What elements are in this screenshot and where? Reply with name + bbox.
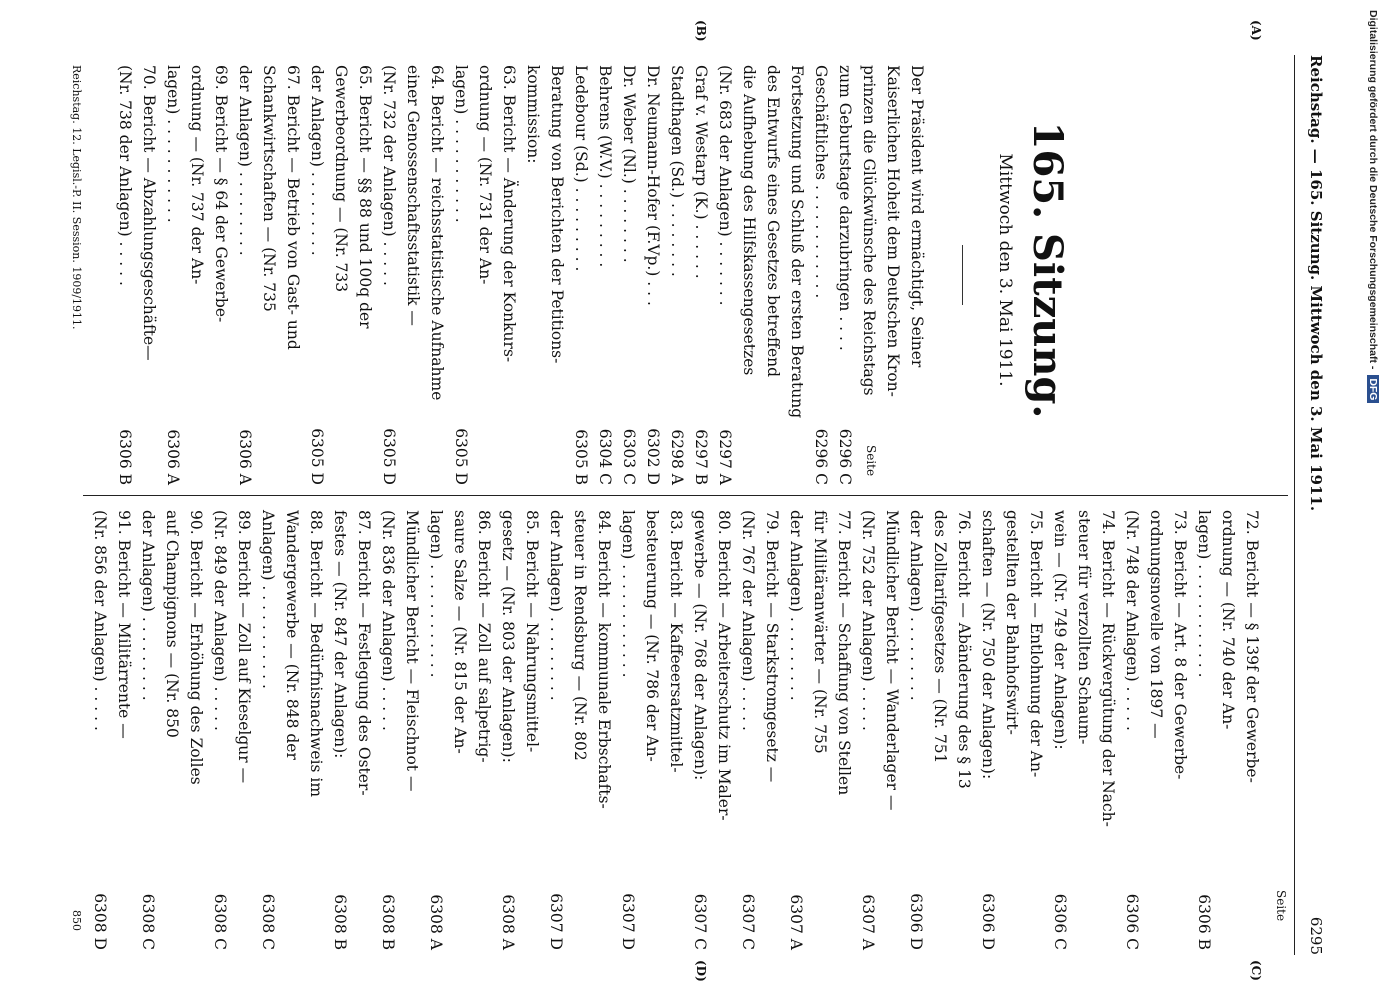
toc-entry-text: 91. Bericht — Militärrente — bbox=[115, 510, 133, 739]
toc-entry-text: wein — (Nr. 749 der Anlagen): bbox=[1051, 510, 1069, 750]
toc-entry-text: ordnung — (Nr. 731 der An- bbox=[476, 65, 494, 285]
toc-entry-page: 6302 D bbox=[644, 428, 662, 485]
toc-entry bbox=[113, 65, 137, 485]
toc-entry-text: 84. Bericht — kommunale Erbschafts- bbox=[595, 510, 613, 809]
toc-entry-text: steuer in Rendsburg — (Nr. 802 bbox=[571, 510, 589, 761]
toc-entry-text: 83. Bericht — Kaffeeersatzmittel- bbox=[667, 510, 685, 773]
toc-entry-text: steuer für verzollten Schaum- bbox=[1075, 510, 1093, 745]
toc-entry bbox=[617, 65, 641, 485]
toc-entry bbox=[160, 510, 184, 950]
toc-entry-text: ordnung — (Nr. 740 der An- bbox=[1219, 510, 1237, 730]
toc-entry bbox=[665, 65, 689, 485]
toc-entry-text: Mündlicher Bericht — Fleischnot — bbox=[403, 510, 421, 792]
toc-entry bbox=[1072, 510, 1096, 950]
toc-entry bbox=[664, 510, 688, 950]
toc-entry bbox=[1000, 510, 1024, 950]
toc-entry bbox=[208, 510, 232, 950]
toc-entry-text: (Nr. 836 der Anlagen) . . . . . bbox=[379, 510, 397, 731]
toc-entry bbox=[353, 65, 377, 485]
toc-entry bbox=[473, 65, 497, 485]
toc-entry bbox=[136, 510, 160, 950]
toc-entry bbox=[929, 65, 953, 485]
dfg-notice-strip bbox=[1353, 10, 1381, 990]
toc-entry bbox=[1192, 510, 1216, 950]
toc-entry bbox=[544, 510, 568, 950]
toc-entry-text: auf Champignons — (Nr. 850 bbox=[163, 510, 181, 738]
toc-entry bbox=[329, 65, 353, 485]
toc-entry-text: ordnungsnovelle von 1897 — bbox=[1147, 510, 1165, 739]
toc-entry-text: kommission: bbox=[524, 65, 542, 164]
toc-entry bbox=[712, 510, 736, 950]
toc-entry bbox=[856, 510, 880, 950]
toc-entry bbox=[785, 65, 809, 485]
toc-entry-text: Dr. Weber (Nl.) . . . . . . . . bbox=[620, 65, 638, 263]
toc-entry bbox=[568, 510, 592, 950]
toc-entry bbox=[904, 510, 928, 950]
toc-entry bbox=[425, 65, 449, 485]
toc-entry-text: (Nr. 849 der Anlagen) . . . . . bbox=[211, 510, 229, 731]
toc-entry-text: 67. Bericht — Betrieb von Gast- und bbox=[284, 65, 302, 350]
toc-entry bbox=[209, 65, 233, 485]
toc-entry-page: 6306 A bbox=[164, 429, 182, 485]
toc-entry-page: 6308 B bbox=[331, 894, 349, 950]
toc-entry-text: Mündlicher Bericht — Wanderlager — bbox=[883, 510, 901, 811]
toc-entry bbox=[1240, 510, 1264, 950]
toc-entry-text: 85. Bericht — Nahrungsmittel- bbox=[523, 510, 541, 753]
toc-entry-text: 90. Bericht — Erhöhung des Zolles bbox=[187, 510, 205, 785]
toc-entry-page: 6304 C bbox=[596, 428, 614, 485]
toc-entry-text: einer Genossenschaftsstatistik — bbox=[404, 65, 422, 326]
toc-entry bbox=[593, 65, 617, 485]
toc-entry-text: für Militäranwärter — (Nr. 755 bbox=[811, 510, 829, 754]
toc-entry-text: (Nr. 683 der Anlagen) . . . . . . . bbox=[716, 65, 734, 306]
toc-entry-page: 6308 B bbox=[379, 894, 397, 950]
toc-entry bbox=[784, 510, 808, 950]
toc-entry-text: gesetz — (Nr. 803 der Anlagen): bbox=[499, 510, 517, 763]
toc-entry-text: 86. Bericht — Zoll auf salpetrig- bbox=[475, 510, 493, 763]
toc-entry-page: 6307 C bbox=[739, 893, 757, 950]
toc-entry bbox=[424, 510, 448, 950]
toc-entry bbox=[808, 510, 832, 950]
toc-entry bbox=[976, 510, 1000, 950]
toc-entry-page: 6297 B bbox=[692, 429, 710, 485]
toc-entry-text: 63. Bericht — Änderung der Konkurs- bbox=[500, 65, 518, 363]
toc-entry bbox=[88, 510, 112, 950]
header-rule bbox=[1294, 55, 1295, 955]
toc-entry-text: saure Salze — (Nr. 815 der An- bbox=[451, 510, 469, 754]
toc-entry bbox=[1264, 510, 1288, 950]
toc-entry-text: 69. Bericht — § 64 der Gewerbe- bbox=[212, 65, 230, 323]
toc-entry-page: 6305 B bbox=[572, 429, 590, 485]
toc-entry-text: festes — (Nr. 847 der Anlagen): bbox=[331, 510, 349, 759]
dfg-logo: DFG bbox=[1367, 375, 1379, 403]
toc-entry bbox=[449, 65, 473, 485]
toc-entry bbox=[592, 510, 616, 950]
toc-entry bbox=[641, 65, 665, 485]
toc-entry-page: 6307 A bbox=[859, 894, 877, 950]
toc-entry bbox=[376, 510, 400, 950]
toc-entry-page: 6306 B bbox=[1195, 894, 1213, 950]
footer-signature: 850 bbox=[70, 910, 83, 931]
toc-entry-text: Beratung von Berichten der Petitions- bbox=[548, 65, 566, 364]
toc-entry-text: Stadthagen (Sd.) . . . . . . . . bbox=[668, 65, 686, 277]
toc-entry bbox=[905, 65, 929, 485]
toc-entry-text: (Nr. 738 der Anlagen) . . . . . bbox=[116, 65, 134, 286]
toc-entry-page: 6308 A bbox=[427, 894, 445, 950]
toc-entry-text: Wandergewerbe — (Nr. 848 der bbox=[283, 510, 301, 760]
contents-left-column bbox=[113, 65, 953, 485]
toc-entry-text: 87. Bericht — Festlegung des Oster- bbox=[355, 510, 373, 796]
toc-entry-text: lagen) . . . . . . . . . . . . bbox=[619, 510, 637, 678]
toc-entry bbox=[761, 65, 785, 485]
toc-entry bbox=[1144, 510, 1168, 950]
toc-entry-text: der Anlagen) . . . . . . . . . bbox=[308, 65, 326, 256]
toc-entry-text: schaften — (Nr. 750 der Anlagen): bbox=[979, 510, 997, 780]
toc-entry-text: lagen) . . . . . . . . . . . . bbox=[427, 510, 445, 678]
toc-entry bbox=[352, 510, 376, 950]
toc-entry-page: 6307 C bbox=[691, 893, 709, 950]
toc-entry-text: 65. Bericht — §§ 88 und 100q der bbox=[356, 65, 374, 329]
toc-entry-page: 6298 A bbox=[668, 429, 686, 485]
toc-entry bbox=[497, 65, 521, 485]
toc-entry-text: Kaiserlichen Hoheit dem Deutschen Kron- bbox=[884, 65, 902, 397]
toc-entry bbox=[256, 510, 280, 950]
toc-entry-text: Ledebour (Sd.) . . . . . . . . . bbox=[572, 65, 590, 272]
footer-note: Reichstag. 12. Legisl.-P. II. Session. 1909/1911. bbox=[70, 65, 83, 330]
toc-entry-text: der Anlagen) . . . . . . . . . bbox=[139, 510, 157, 701]
toc-entry bbox=[688, 510, 712, 950]
toc-entry bbox=[472, 510, 496, 950]
toc-entry bbox=[713, 65, 737, 485]
toc-entry-text: Fortsetzung und Schluß der ersten Beratung bbox=[788, 65, 806, 419]
toc-entry bbox=[736, 510, 760, 950]
toc-entry bbox=[377, 65, 401, 485]
toc-entry bbox=[232, 510, 256, 950]
toc-entry-page: 6296 C bbox=[836, 428, 854, 485]
toc-entry bbox=[832, 510, 856, 950]
toc-entry-page: 6308 C bbox=[139, 893, 157, 950]
toc-entry bbox=[185, 65, 209, 485]
toc-entry-text: gewerbe — (Nr. 768 der Anlagen): bbox=[691, 510, 709, 781]
toc-entry-text: (Nr. 732 der Anlagen) . . . . . bbox=[380, 65, 398, 286]
toc-entry-page: 6306 B bbox=[116, 429, 134, 485]
margin-mark-d: (D) bbox=[694, 960, 708, 982]
toc-entry-text: des Entwurfs eines Gesetzes betreffend bbox=[764, 65, 782, 378]
toc-entry-text: zum Geburtstage darzubringen . . . . bbox=[836, 65, 854, 351]
title-rule bbox=[962, 245, 963, 305]
dfg-notice: Digitalisierung gefördert durch die Deutsche Forschungsgemeinschaft - bbox=[1367, 10, 1379, 370]
toc-entry bbox=[880, 510, 904, 950]
toc-entry bbox=[1216, 510, 1240, 950]
toc-entry bbox=[161, 65, 185, 485]
toc-entry bbox=[281, 65, 305, 485]
toc-entry bbox=[569, 65, 593, 485]
toc-entry-text: 89. Bericht — Zoll auf Kieselgur — bbox=[235, 510, 253, 784]
toc-entry-page: 6297 A bbox=[716, 429, 734, 485]
toc-entry-page: 6308 C bbox=[211, 893, 229, 950]
toc-entry-text: Der Präsident wird ermächtigt, Seiner bbox=[908, 65, 926, 368]
toc-entry bbox=[616, 510, 640, 950]
toc-entry-text: 80. Bericht — Arbeiterschutz im Maler- bbox=[715, 510, 733, 821]
toc-entry bbox=[400, 510, 424, 950]
toc-entry bbox=[233, 65, 257, 485]
toc-entry bbox=[833, 65, 857, 485]
toc-entry-text: 79. Bericht — Starkstromgesetz — bbox=[763, 510, 781, 783]
session-date: Mittwoch den 3. Mai 1911. bbox=[995, 153, 1015, 387]
toc-entry-text: der Anlagen) . . . . . . . . . bbox=[787, 510, 805, 701]
toc-entry-text: (Nr. 856 der Anlagen) . . . . . bbox=[91, 510, 109, 731]
toc-entry-page: 6307 D bbox=[547, 893, 565, 950]
toc-entry-text: des Zolltarifgesetzes — (Nr. 751 bbox=[931, 510, 949, 764]
toc-entry bbox=[304, 510, 328, 950]
toc-entry bbox=[257, 65, 281, 485]
toc-entry bbox=[1024, 510, 1048, 950]
toc-entry bbox=[689, 65, 713, 485]
toc-entry-text: Graf v. Westarp (K.) . . . . . . bbox=[692, 65, 710, 279]
toc-entry-page: 6305 D bbox=[308, 428, 326, 485]
header-title: Reichstag. — 165. Sitzung. Mittwoch den 3. Mai 1911. bbox=[1307, 55, 1325, 512]
toc-entry bbox=[448, 510, 472, 950]
margin-mark-b: (B) bbox=[694, 20, 708, 42]
toc-entry bbox=[496, 510, 520, 950]
toc-entry-text: lagen) . . . . . . . . . . . bbox=[452, 65, 470, 223]
toc-entry bbox=[857, 65, 881, 485]
toc-entry-page: 6308 C bbox=[259, 893, 277, 950]
toc-entry bbox=[112, 510, 136, 950]
toc-entry bbox=[928, 510, 952, 950]
margin-mark-a: (A) bbox=[1249, 20, 1263, 41]
toc-entry-page: 6306 D bbox=[979, 893, 997, 950]
toc-entry-text: (Nr. 767 der Anlagen) . . . . . bbox=[739, 510, 757, 731]
seite-label-left: Seite bbox=[864, 445, 878, 477]
toc-entry-text: der Anlagen) . . . . . . . . . bbox=[907, 510, 925, 701]
toc-entry bbox=[809, 65, 833, 485]
toc-entry bbox=[280, 510, 304, 950]
toc-entry-text: (Nr. 752 der Anlagen) . . . . . bbox=[859, 510, 877, 731]
toc-entry-page: 6306 C bbox=[1123, 893, 1141, 950]
toc-entry-text: 72. Bericht — § 139f der Gewerbe- bbox=[1243, 510, 1261, 783]
toc-entry bbox=[952, 510, 976, 950]
page-header bbox=[1295, 55, 1325, 955]
toc-entry-text: der Anlagen) . . . . . . . . . bbox=[236, 65, 254, 256]
toc-entry bbox=[401, 65, 425, 485]
toc-entry-text: die Aufhebung des Hilfskassengesetzes bbox=[740, 65, 758, 376]
toc-entry-text: Behrens (W.V.) . . . . . . . . . bbox=[596, 65, 614, 268]
toc-entry-text: Schankwirtschaften — (Nr. 735 bbox=[260, 65, 278, 312]
toc-entry-text: 88. Bericht — Bedürfnisnachweis im bbox=[307, 510, 325, 798]
toc-entry-page: 6303 C bbox=[620, 428, 638, 485]
toc-entry bbox=[737, 65, 761, 485]
toc-entry-text: der Anlagen) . . . . . . . . . bbox=[547, 510, 565, 701]
seite-label-right: Seite bbox=[1274, 890, 1288, 922]
toc-entry-text: 70. Bericht — Abzahlungsgeschäfte— bbox=[140, 65, 158, 361]
toc-entry-page: 6296 C bbox=[812, 428, 830, 485]
toc-entry-page: 6306 C bbox=[1051, 893, 1069, 950]
toc-entry-page: 6306 D bbox=[907, 893, 925, 950]
toc-entry bbox=[521, 65, 545, 485]
toc-entry-text: Gewerbeordnung — (Nr. 733 bbox=[332, 65, 350, 293]
column-divider bbox=[83, 495, 1288, 496]
toc-entry bbox=[305, 65, 329, 485]
margin-mark-c: (C) bbox=[1249, 960, 1263, 981]
toc-entry bbox=[137, 65, 161, 485]
toc-entry-text: (Nr. 748 der Anlagen) . . . . . bbox=[1123, 510, 1141, 731]
toc-entry-text: Geschäftliches . . . . . . . . . . . . bbox=[812, 65, 830, 299]
contents-right-column bbox=[88, 510, 1288, 950]
toc-entry-text: besteuerung — (Nr. 786 der An- bbox=[643, 510, 661, 762]
toc-entry bbox=[760, 510, 784, 950]
toc-entry-page: 6307 A bbox=[787, 894, 805, 950]
toc-entry-text: lagen) . . . . . . . . . . . . bbox=[1195, 510, 1213, 678]
toc-entry bbox=[184, 510, 208, 950]
toc-entry bbox=[1048, 510, 1072, 950]
toc-entry-text: ordnung — (Nr. 737 der An- bbox=[188, 65, 206, 285]
toc-entry-text: 76. Bericht — Abänderung des § 13 bbox=[955, 510, 973, 789]
toc-entry-text: 73. Bericht — Art. 8 der Gewerbe- bbox=[1171, 510, 1189, 780]
toc-entry bbox=[881, 65, 905, 485]
toc-entry bbox=[1120, 510, 1144, 950]
toc-entry-text: 75. Bericht — Entlohnung der An- bbox=[1027, 510, 1045, 778]
toc-entry bbox=[545, 65, 569, 485]
header-page-number: 6295 bbox=[1307, 916, 1325, 955]
toc-entry bbox=[328, 510, 352, 950]
toc-entry bbox=[1096, 510, 1120, 950]
toc-entry-page: 6305 D bbox=[452, 428, 470, 485]
toc-entry-text: 64. Bericht — reichsstatistische Aufnahme bbox=[428, 65, 446, 401]
session-title: 165. Sitzung. bbox=[1024, 121, 1071, 419]
toc-entry-page: 6308 D bbox=[91, 893, 109, 950]
toc-entry-page: 6305 D bbox=[380, 428, 398, 485]
toc-entry-page: 6308 A bbox=[499, 894, 517, 950]
toc-entry bbox=[640, 510, 664, 950]
toc-entry-page: 6306 A bbox=[236, 429, 254, 485]
toc-entry-text: 77. Bericht — Schaffung von Stellen bbox=[835, 510, 853, 796]
toc-entry-text: prinzen die Glückwünsche des Reichstags bbox=[860, 65, 878, 396]
toc-entry-text: Dr. Neumann-Hofer (F.Vp.) . . . bbox=[644, 65, 662, 306]
toc-entry-page: 6307 D bbox=[619, 893, 637, 950]
toc-entry-text: Anlagen) . . . . . . . . . . . bbox=[259, 510, 277, 689]
toc-entry bbox=[520, 510, 544, 950]
toc-entry-text: gestellten der Bahnhofswirt- bbox=[1003, 510, 1021, 735]
toc-entry-text: 74. Bericht — Rückvergütung der Nach- bbox=[1099, 510, 1117, 827]
toc-entry bbox=[1168, 510, 1192, 950]
toc-entry-text: lagen) . . . . . . . . . . . bbox=[164, 65, 182, 223]
